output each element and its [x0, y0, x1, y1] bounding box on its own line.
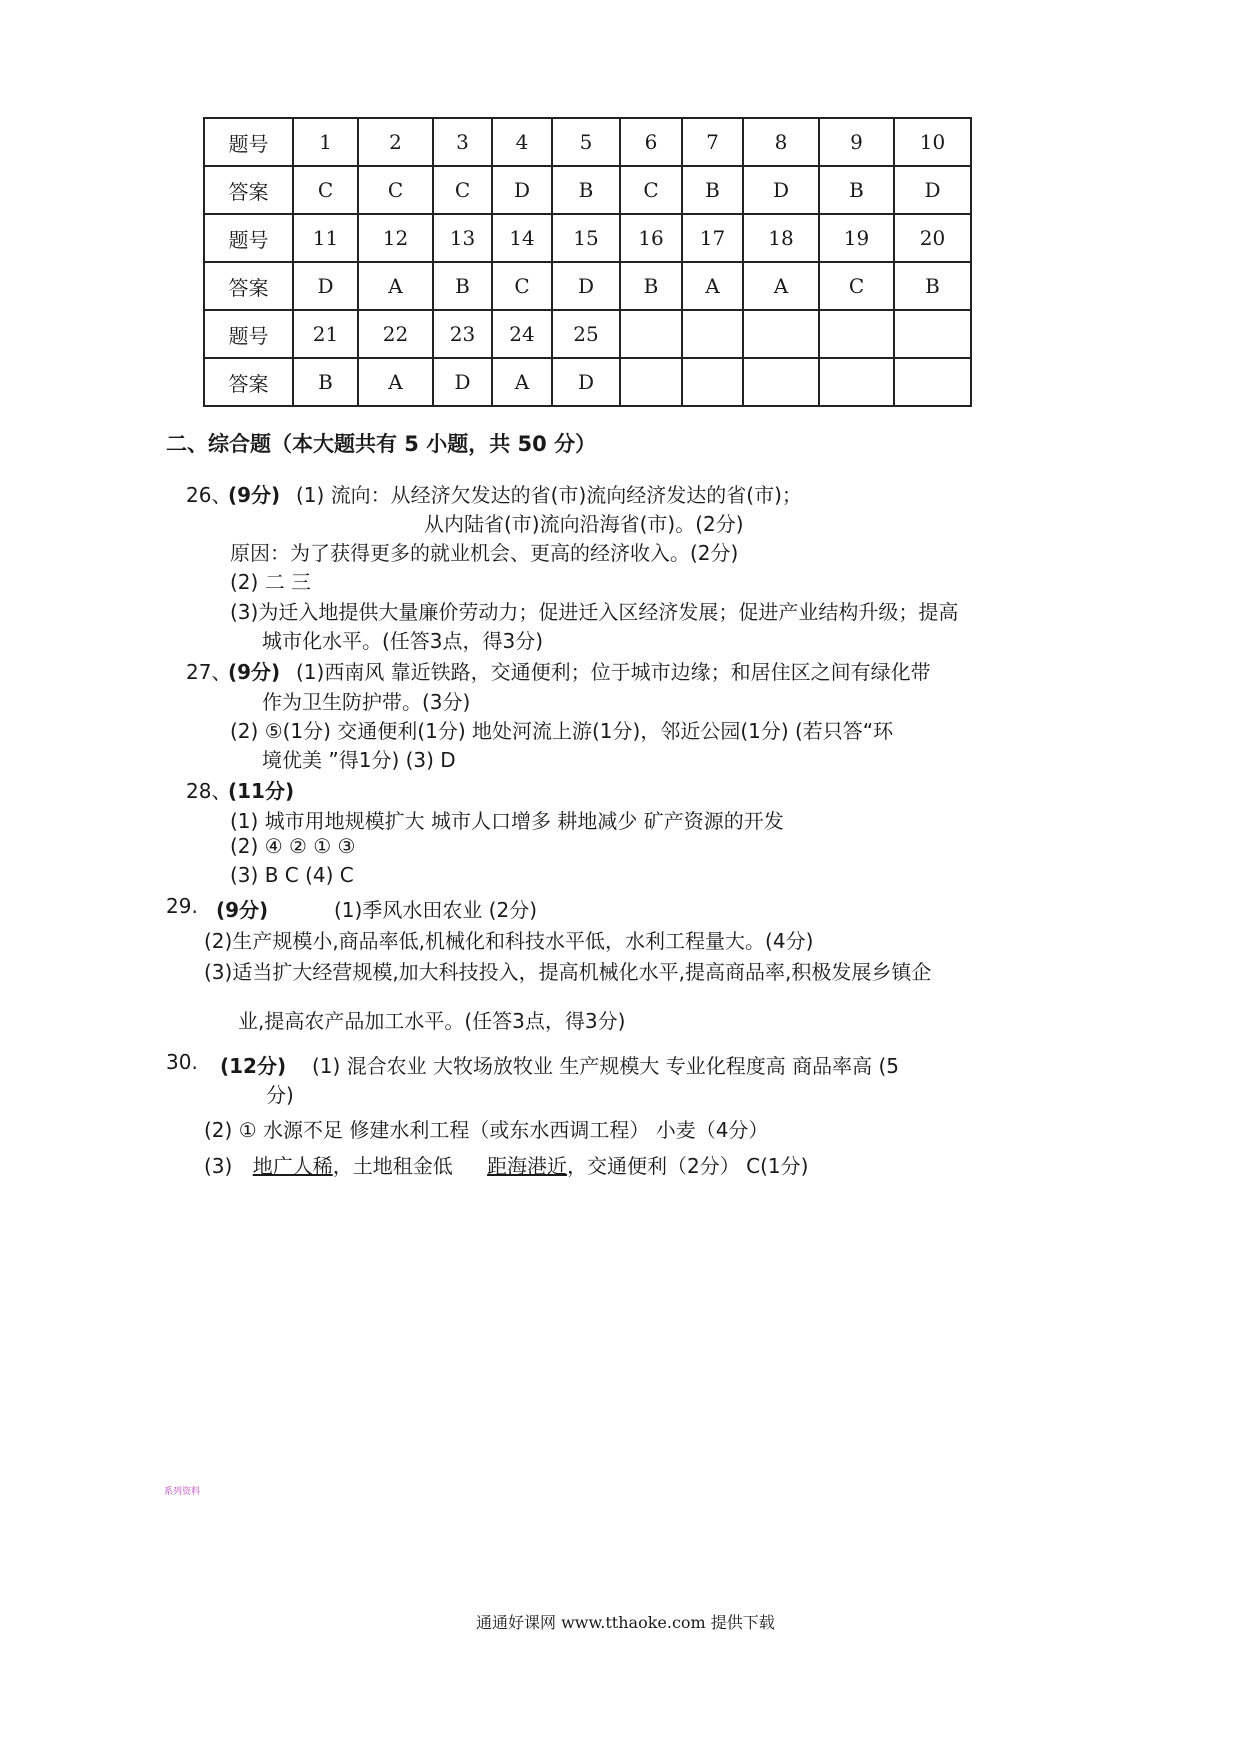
- q30-line-4: [204, 1150, 808, 1179]
- row-header-cell: 答案: [204, 358, 293, 406]
- table-cell: 10: [894, 118, 971, 166]
- table-cell: C: [819, 262, 894, 310]
- q30-score: (12分): [220, 1054, 287, 1078]
- table-cell: B: [433, 262, 492, 310]
- table-cell: 3: [433, 118, 492, 166]
- table-cell: C: [492, 262, 552, 310]
- table-cell: A: [358, 358, 433, 406]
- table-cell: 2: [358, 118, 433, 166]
- q27-score: (9分): [228, 660, 281, 684]
- question-number-row: [204, 118, 971, 166]
- table-cell: [743, 310, 819, 358]
- table-cell: 12: [358, 214, 433, 262]
- row-header-cell: 题号: [204, 214, 293, 262]
- q26-number: 26、: [186, 483, 232, 507]
- table-cell: 4: [492, 118, 552, 166]
- table-cell: 19: [819, 214, 894, 262]
- table-cell: [819, 310, 894, 358]
- row-header-cell: 题号: [204, 310, 293, 358]
- question-number-row: [204, 214, 971, 262]
- table-cell: 24: [492, 310, 552, 358]
- row-header-cell: 答案: [204, 166, 293, 214]
- table-cell: A: [492, 358, 552, 406]
- table-cell: [682, 310, 743, 358]
- q29-line-3: (3)适当扩大经营规模,加大科技投入，提高机械化水平,提高商品率,积极发展乡镇企: [204, 960, 932, 984]
- series-material-mark: 系列资料: [164, 1487, 201, 1497]
- q29-line-2: (2)生产规模小,商品率低,机械化和科技水平低，水利工程量大。(4分): [204, 929, 814, 953]
- answer-row: [204, 262, 971, 310]
- q30-line-4-mid: ，土地租金低: [332, 1154, 453, 1178]
- answer-row: [204, 166, 971, 214]
- table-cell: D: [293, 262, 358, 310]
- table-cell: 18: [743, 214, 819, 262]
- table-cell: [620, 310, 682, 358]
- table-cell: [894, 310, 971, 358]
- table-cell: 20: [894, 214, 971, 262]
- q29-score: (9分): [216, 898, 269, 922]
- q27-line-4: 境优美 ”得1分) (3) D: [262, 748, 456, 772]
- table-cell: D: [552, 358, 620, 406]
- table-cell: 8: [743, 118, 819, 166]
- table-cell: 9: [819, 118, 894, 166]
- q26-line-5: (3)为迁入地提供大量廉价劳动力；促进迁入区经济发展；促进产业结构升级；提高: [230, 600, 959, 624]
- row-header-cell: 题号: [204, 118, 293, 166]
- question-number-row: [204, 310, 971, 358]
- answer-table: [203, 117, 972, 407]
- q26-line-3: 原因：为了获得更多的就业机会、更高的经济收入。(2分): [230, 541, 739, 565]
- table-cell: [743, 358, 819, 406]
- table-cell: C: [620, 166, 682, 214]
- table-cell: 11: [293, 214, 358, 262]
- table-cell: [620, 358, 682, 406]
- q30-underlined-answer-2: 距海港近: [487, 1154, 568, 1178]
- table-cell: B: [552, 166, 620, 214]
- q30-line-3: (2) ① 水源不足 修建水利工程（或东水西调工程） 小麦（4分）: [204, 1118, 769, 1142]
- table-cell: 22: [358, 310, 433, 358]
- table-cell: B: [293, 358, 358, 406]
- q30-line-2: 分): [266, 1083, 294, 1107]
- footer-credit: 通通好课网 www.tthaoke.com 提供下载: [476, 1613, 775, 1632]
- q26-score: (9分): [228, 483, 281, 507]
- table-cell: 17: [682, 214, 743, 262]
- q30-underlined-answer-1: 地广人稀: [252, 1154, 333, 1178]
- table-cell: B: [819, 166, 894, 214]
- q30-line-4-prefix: (3): [204, 1154, 233, 1178]
- q27-line-2: 作为卫生防护带。(3分): [262, 690, 471, 714]
- table-cell: [819, 358, 894, 406]
- table-cell: D: [894, 166, 971, 214]
- q29-line-4: 业,提高农产品加工水平。(任答3点，得3分): [238, 1009, 626, 1033]
- q27-number: 27、: [186, 660, 232, 684]
- q28-score: (11分): [228, 779, 295, 803]
- table-cell: D: [743, 166, 819, 214]
- table-cell: B: [682, 166, 743, 214]
- q28-line-1: (1) 城市用地规模扩大 城市人口增多 耕地减少 矿产资源的开发: [230, 809, 784, 833]
- q27-line-1: (1)西南风 靠近铁路，交通便利；位于城市边缘；和居住区之间有绿化带: [296, 660, 931, 684]
- table-cell: D: [552, 262, 620, 310]
- q26-line-4: (2) 二 三: [230, 570, 312, 594]
- row-header-cell: 答案: [204, 262, 293, 310]
- q29-number: 29.: [166, 894, 198, 918]
- table-cell: C: [293, 166, 358, 214]
- q28-line-2: (2) ④ ② ① ③: [230, 834, 356, 858]
- q26-line-2: 从内陆省(市)流向沿海省(市)。(2分): [424, 512, 744, 536]
- table-cell: A: [743, 262, 819, 310]
- table-cell: 21: [293, 310, 358, 358]
- table-cell: [894, 358, 971, 406]
- table-cell: D: [433, 358, 492, 406]
- q29-line-1: (1)季风水田农业 (2分): [334, 898, 538, 922]
- table-cell: 13: [433, 214, 492, 262]
- table-cell: 25: [552, 310, 620, 358]
- table-cell: C: [433, 166, 492, 214]
- table-cell: C: [358, 166, 433, 214]
- q30-line-4-tail: ，交通便利（2分） C(1分): [567, 1154, 809, 1178]
- table-cell: 16: [620, 214, 682, 262]
- answer-table-body: [204, 118, 971, 406]
- table-cell: B: [894, 262, 971, 310]
- q28-number: 28、: [186, 779, 232, 803]
- table-cell: 7: [682, 118, 743, 166]
- table-cell: B: [620, 262, 682, 310]
- answer-row: [204, 358, 971, 406]
- table-cell: 6: [620, 118, 682, 166]
- q30-line-1: (1) 混合农业 大牧场放牧业 生产规模大 专业化程度高 商品率高 (5: [312, 1054, 900, 1078]
- table-cell: 23: [433, 310, 492, 358]
- q30-number: 30.: [166, 1050, 198, 1074]
- table-cell: 1: [293, 118, 358, 166]
- table-cell: A: [358, 262, 433, 310]
- table-cell: [682, 358, 743, 406]
- section-2-title: 二、综合题（本大题共有 5 小题，共 50 分）: [166, 432, 597, 456]
- q27-line-3: (2) ⑤(1分) 交通便利(1分) 地处河流上游(1分)，邻近公园(1分) (若只答“环: [230, 719, 894, 743]
- q28-line-3: (3) B C (4) C: [230, 863, 354, 887]
- table-cell: 14: [492, 214, 552, 262]
- table-cell: 15: [552, 214, 620, 262]
- q26-line-1: (1) 流向：从经济欠发达的省(市)流向经济发达的省(市)；: [296, 483, 802, 507]
- q26-line-6: 城市化水平。(任答3点，得3分): [262, 629, 544, 653]
- table-cell: A: [682, 262, 743, 310]
- table-cell: 5: [552, 118, 620, 166]
- table-cell: D: [492, 166, 552, 214]
